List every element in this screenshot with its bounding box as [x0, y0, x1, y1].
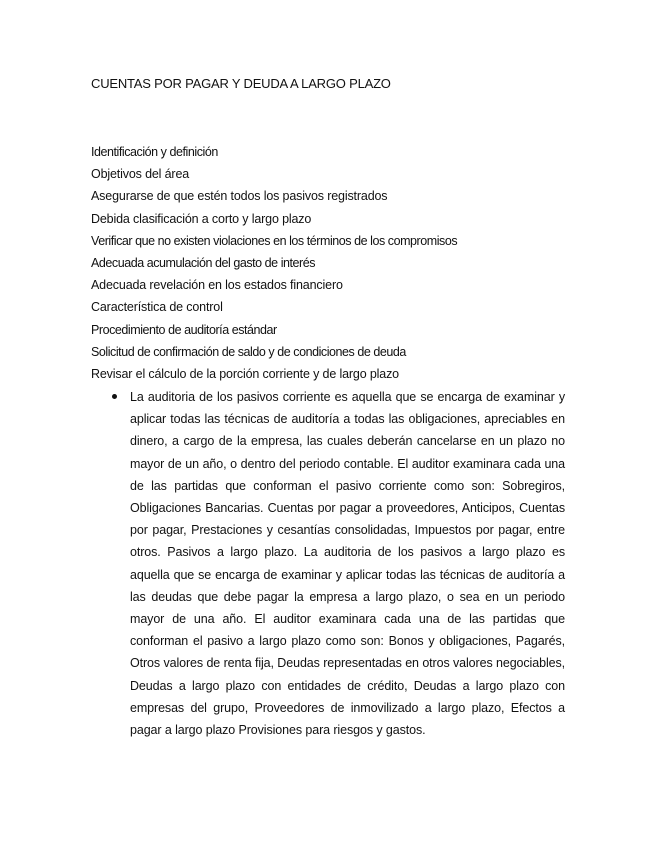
line-caracteristica: Característica de control — [91, 300, 223, 315]
line-acumulacion: Adecuada acumulación del gasto de interés — [91, 255, 316, 270]
line-procedimiento: Procedimiento de auditoría estándar — [91, 322, 277, 337]
line-clasificacion: Debida clasificación a corto y largo plazo — [91, 211, 312, 226]
line-objetivos: Objetivos del área — [91, 167, 190, 182]
line-verificar: Verificar que no existen violaciones en los términos de los compromisos — [91, 233, 458, 248]
bullet-dot-icon — [112, 394, 117, 399]
line-identificacion: Identificación y definición — [91, 145, 218, 159]
document-title: CUENTAS POR PAGAR Y DEUDA A LARGO PLAZO — [91, 76, 391, 91]
section-lines — [91, 141, 457, 385]
line-revisar: Revisar el cálculo de la porción corriente y de largo plazo — [91, 366, 399, 381]
line-solicitud: Solicitud de confirmación de saldo y de condiciones de deuda — [91, 344, 406, 359]
line-revelacion: Adecuada revelación en los estados financiero — [91, 278, 343, 293]
line-asegurarse: Asegurarse de que estén todos los pasivos registrados — [91, 189, 388, 204]
bullet-paragraph: La auditoria de los pasivos corriente es aquella que se encarga de examinar y aplicar todas las técnicas de auditoría a todas las obligaciones, apreciables en dinero, a cargo de la empresa, las cuales deberán cancelarse en un plazo no mayor de un año, o dentro del periodo contable. El auditor examinara cada una de las partidas que conforman el pasivo corriente como son: Sobregiros, Obligaciones Bancarias. Cuentas por pagar a proveedores, Anticipos, Cuentas por pagar, Prestaciones y cesantías consolidadas, Impuestos por pagar, entre otros. Pasivos a largo plazo. La auditoria de los pasivos a largo plazo es aquella que se encarga de examinar y aplicar todas las técnicas de auditoría a las deudas que debe pagar la empresa a largo plazo, o sea en un periodo mayor de una año. El auditor examinara cada una de las partidas que conforman el pasivo a largo plazo como son: Bonos y obligaciones, Pagarés, Otros valores de renta fija, Deudas representadas en otros valores negociables, Deudas a largo plazo con entidades de crédito, Deudas a largo plazo con empresas del grupo, Proveedores de inmovilizado a largo plazo, Efectos a pagar a largo plazo Provisiones para riesgos y gastos. — [130, 390, 565, 738]
